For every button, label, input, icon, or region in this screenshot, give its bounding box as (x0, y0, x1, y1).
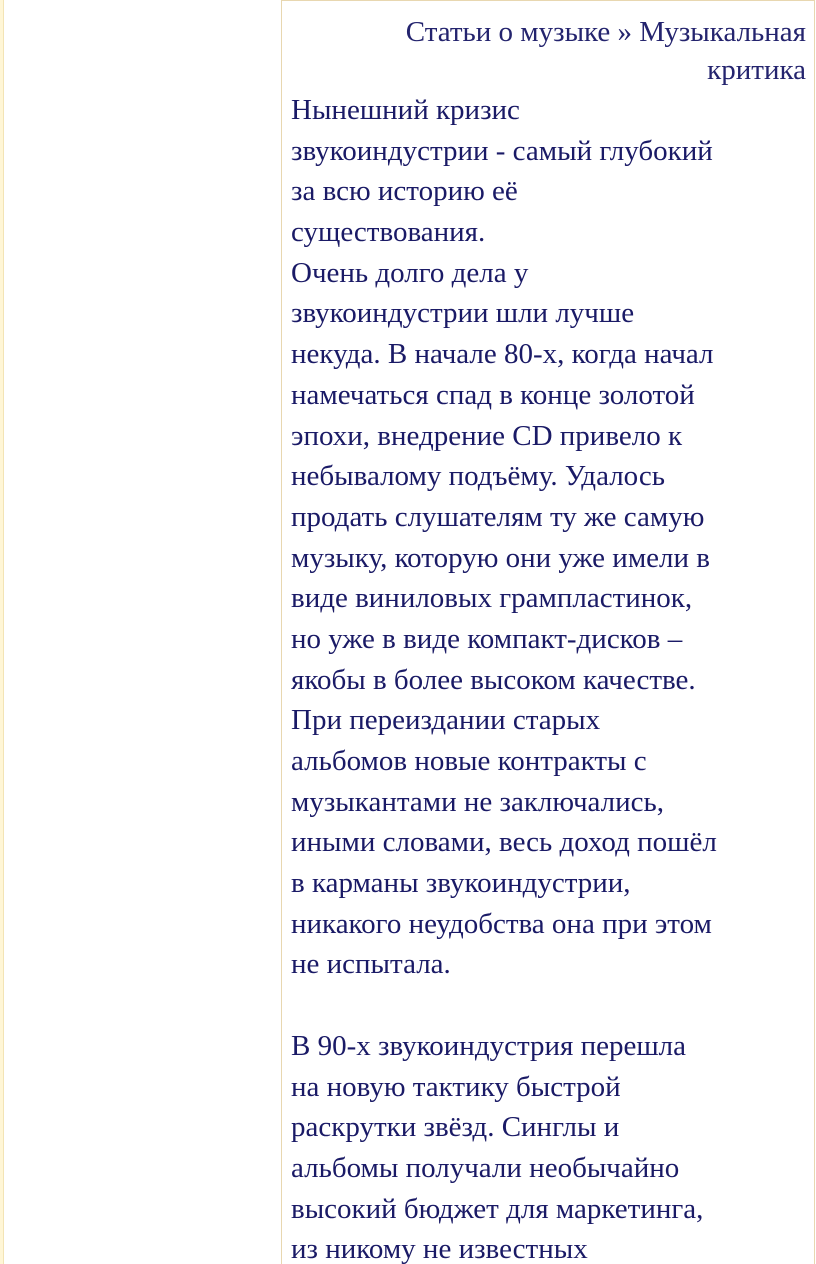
article-line: но уже в виде компакт-дисков – (291, 622, 683, 655)
paragraph-gap (291, 985, 811, 1026)
article-line: продать слушателям ту же самую (291, 500, 705, 533)
article-line: никакого неудобства она при этом (291, 907, 712, 940)
article-line: Нынешний кризис (291, 94, 520, 126)
article-line: В 90-х звукоиндустрия перешла (291, 1029, 687, 1062)
article-line: за всю историю её (291, 175, 518, 208)
article-line: виде виниловых грампластинок, (291, 582, 693, 615)
article-line: музыкантами не заключались, (291, 785, 664, 818)
article-line: При переиздании старых (291, 704, 601, 737)
article-line: намечаться спад в конце золотой (291, 378, 695, 411)
article-line: в карманы звукоиндустрии, (291, 867, 631, 900)
article-line: звукоиндустрии шли лучше (291, 297, 635, 330)
article-line: небывалому подъёму. Удалось (291, 460, 665, 493)
article-line: якобы в более высоком качестве. (291, 663, 696, 696)
left-decorative-strip (0, 0, 4, 1264)
article-line: высокий бюджет для маркетинга, (291, 1192, 704, 1225)
article-line: звукоиндустрии - самый глубокий (291, 134, 713, 167)
article-line: некуда. В начале 80-х, когда начал (291, 338, 714, 371)
article-line: на новую тактику быстрой (291, 1070, 621, 1103)
breadcrumb-line-1[interactable]: Статьи о музыке » Музыкальная (405, 16, 806, 48)
article-line: иными словами, весь доход пошёл (291, 826, 717, 859)
article-line: из никому не известных (291, 1233, 588, 1264)
article-body (291, 90, 811, 1264)
article-line: раскрутки звёзд. Синглы и (291, 1111, 620, 1144)
breadcrumb-line-2[interactable]: критика (707, 54, 806, 86)
article-line: музыку, которую они уже имели в (291, 541, 710, 574)
article-line: Очень долго дела у (291, 256, 529, 289)
article-line: альбомов новые контракты с (291, 745, 647, 777)
article-line: существования. (291, 216, 486, 249)
article-line: альбомы получали необычайно (291, 1151, 680, 1184)
breadcrumb (306, 13, 806, 89)
article-line: не испытала. (291, 948, 451, 981)
content-panel (281, 0, 815, 1264)
article-line: эпохи, внедрение CD привело к (291, 419, 683, 452)
